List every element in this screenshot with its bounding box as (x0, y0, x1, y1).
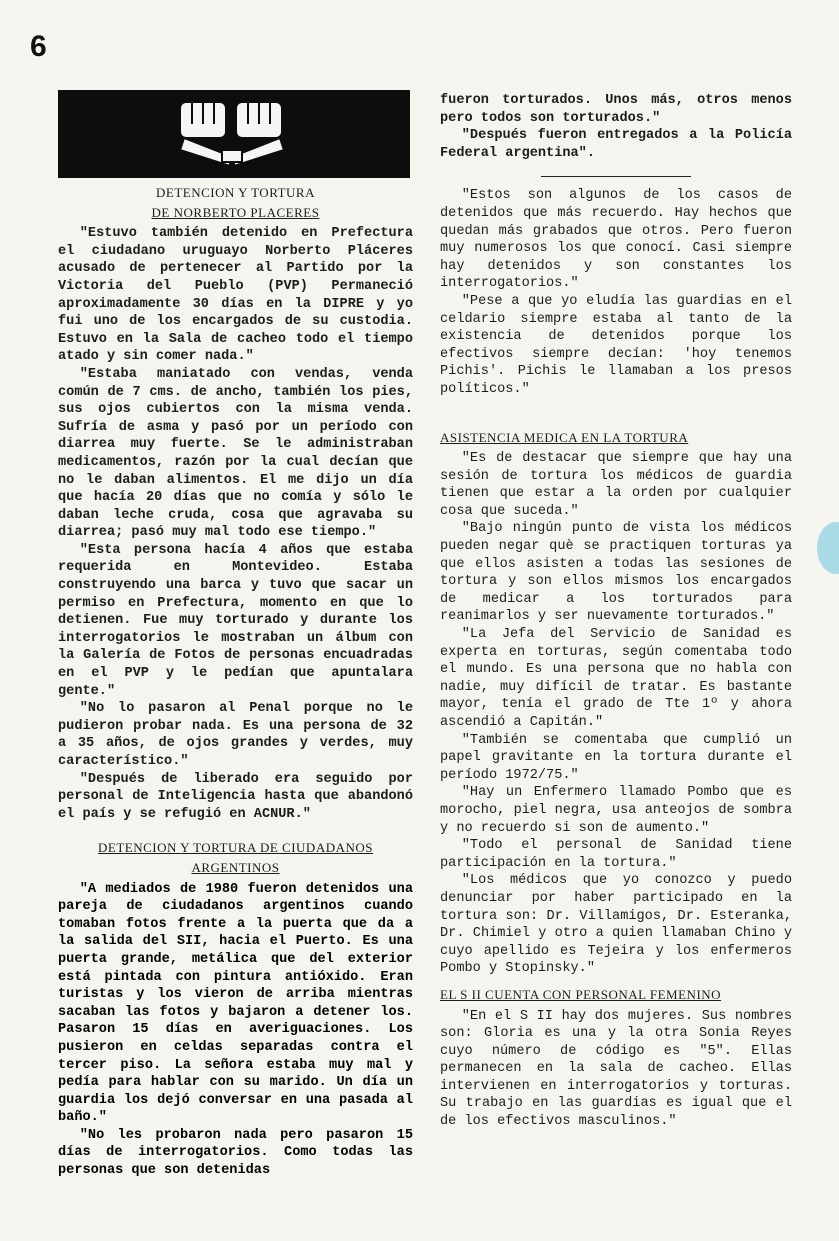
paragraph: "Estaba maniatado con vendas, venda común de 7 cms. de ancho, también los pies, sus ojos cubiertos con la misma venda. Sufría de asma y pasó por un período con diarrea muy fuerte. Se le administraban medicamentos, razón por la cual decían que no le daban alimentos. El me dijo un día que hacía 20 días que no comía y sólo le daban leche cruda, cosa que agravaba su diarrea; pasó muy mal todo ese tiempo." (58, 366, 413, 541)
right-column (440, 92, 792, 1131)
divider (541, 176, 691, 177)
left-column (58, 182, 413, 1180)
paragraph: "Hay un Enfermero llamado Pombo que es morocho, piel negra, usa anteojos de sombra y no recuerdo si son de aumento." (440, 785, 792, 836)
paragraph: "No lo pasaron al Penal porque no le pudieron probar nada. Es una persona de 32 a 35 años, de ojos grandes y verdes, muy característico." (58, 701, 413, 769)
paragraph: "Estos son algunos de los casos de detenidos que más recuerdo. Hay hechos que quedan más grabados que otros. Pero fueron muy numerosos los que conocí. Casi siempre hay detenidos y son constantes los interrogatorios." (440, 188, 792, 292)
page-number: 6 (30, 30, 47, 63)
section-heading-argentinos-2: ARGENTINOS (191, 859, 280, 875)
paragraph: "En el S II hay dos mujeres. Sus nombres son: Gloria es una y la otra Sonia Reyes cuyo número de código es "5". Ellas permanecen en la sala de cacheo. Ellas intervienen en interrogatorios y torturas. Su trabajo en las guardias es igual que el de los efectivos masculinos." (440, 1008, 792, 1130)
paragraph: "También se comentaba que cumplió un papel gravitante en la tortura durante el período 1972/75." (440, 732, 792, 783)
binder-tab-mark (817, 522, 839, 574)
paragraph: "Todo el personal de Sanidad tiene participación en la tortura." (440, 838, 792, 871)
bound-fists-icon (170, 94, 300, 174)
header-banner (58, 90, 410, 178)
paragraph: "La Jefa del Servicio de Sanidad es experta en torturas, según comentaba todo el mundo. Es una persona que no habla con nadie, muy difícil de tratar. Es bastante mayor, tenía el grado de Tte 1º y ahora ascendió a Capitán." (440, 627, 792, 730)
paragraph: "No les probaron nada pero pasaron 15 días de interrogatorios. Como todas las personas que son detenidas (58, 1127, 413, 1179)
paragraph: "Pese a que yo eludía las guardias en el celdario siempre estaba al tanto de la existencia de detenidos porque los efectivos siempre decían: 'hoy tenemos Pichis'. Pichis le llamaban a los presos políticos." (440, 293, 792, 397)
paragraph: "A mediados de 1980 fueron detenidos una pareja de ciudadanos argentinos cuando tomaban fotos frente a la puerta que da a la salida del SII, hacia el Puerto. Es una puerta grande, metálica que del exterior está pintada con pintura antióxido. Eran turistas y los vieron de arriba mientras sacaban las fotos y bajaron a detener los. Pasaron 15 días en averiguaciones. Los pusieron en celdas separadas contra el tercer piso. La señora estaba muy mal y pedía para hablar con su marido. Un día un guardia los dejó conversar en una pasada al baño." (58, 881, 413, 1126)
paragraph: "Es de destacar que siempre que hay una sesión de tortura los médicos de guardia tienen que estar a la orden por cualquier cosa que suceda." (440, 451, 792, 519)
paragraph: "Estuvo también detenido en Prefectura el ciudadano uruguayo Norberto Pláceres acusado de pertenecer al Partido por la Victoria del Pueblo (PVP) Permaneció aproximadamente 30 días en la DIPRE y yo fui uno de los encargados de su custodia. Estuvo en la Sala de cacheo todo el tiempo atado y sin comer nada." (58, 226, 413, 365)
paragraph: "Después fueron entregados a la Policía Federal argentina". (440, 128, 792, 161)
paragraph: "Los médicos que yo conozco y puedo denunciar por haber participado en la tortura son: Dr. Villamigos, Dr. Esteranka, Dr. Chimiel y otro a quien llamaban Chino y cuyo apellido es Tejeira y los enfermeros Pombo y Stopinsky." (440, 873, 792, 977)
paragraph: "Después de liberado era seguido por personal de Inteligencia hasta que abandonó el país y se refugió en ACNUR." (58, 771, 413, 822)
paragraph: fueron torturados. Unos más, otros menos pero todos son torturados." (440, 93, 792, 126)
section-heading-medical: ASISTENCIA MEDICA EN LA TORTURA (440, 429, 689, 445)
section-heading-detention-placeres-2: DE NORBERTO PLACERES (151, 204, 320, 220)
paragraph: "Bajo ningún punto de vista los médicos pueden negar què se practiquen torturas ya que ellos asisten a todas las sesiones de tortura y son ellos mismos los encargados de medicar a los torturados para reanimarlos y ser nuevamente torturados." (440, 521, 792, 625)
section-heading-argentinos-1: DETENCION Y TORTURA DE CIUDADANOS (98, 840, 373, 856)
section-heading-female-staff: EL S II CUENTA CON PERSONAL FEMENINO (440, 986, 722, 1002)
paragraph: "Esta persona hacía 4 años que estaba requerida en Montevideo. Estaba construyendo una barca y tuvo que sacar un permiso en Prefectura, momento en que lo detienen. Fue muy torturado y durante los interrogatorios le mostraban un álbum con la Galería de Fotos de personas encuadradas en el PVP y le pedían que apuntalara gente." (58, 542, 413, 699)
section-heading-detention-placeres-1: DETENCION Y TORTURA (156, 185, 315, 200)
